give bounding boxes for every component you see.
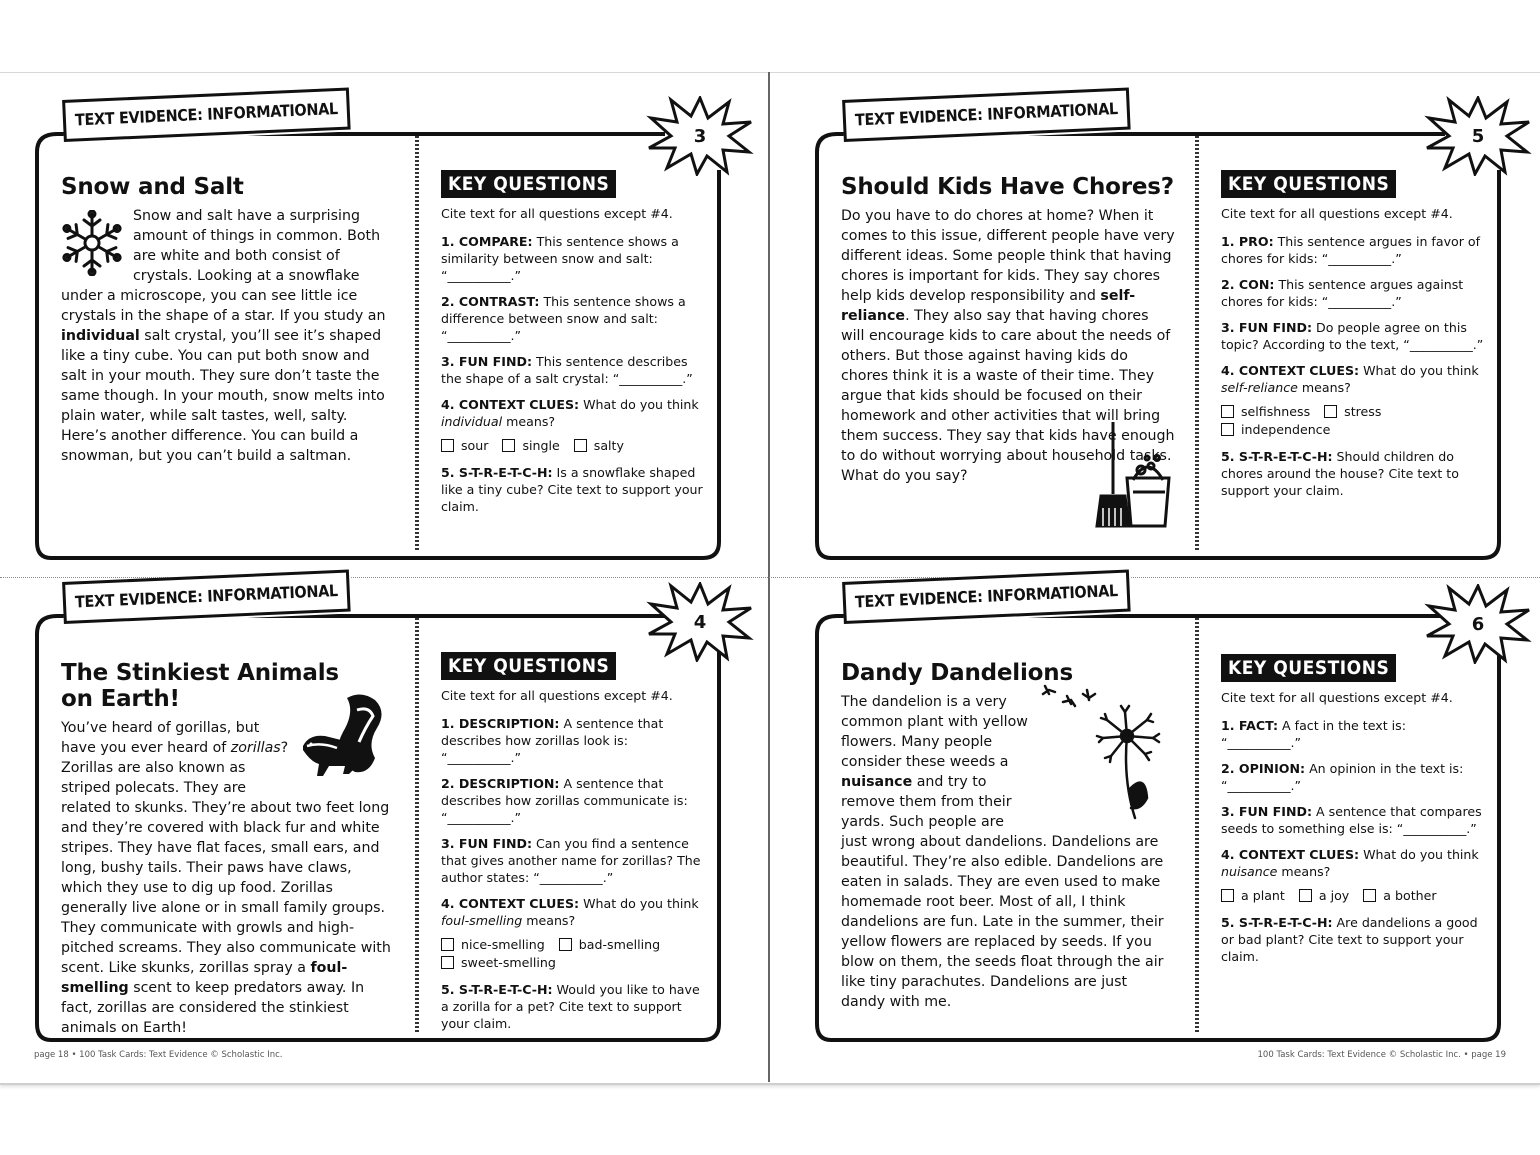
vocab-word: foul-smelling — [61, 960, 348, 996]
key-questions-column — [1221, 654, 1485, 974]
question-5: 5. S-T-R-E-T-C-H: Would you like to have a zorilla for a pet? Cite text to support your claim. — [441, 982, 700, 1031]
key-questions-heading: KEY QUESTIONS — [441, 170, 616, 198]
question-1: 1. COMPARE: This sentence shows a similarity between snow and salt: “__________.” — [441, 234, 679, 283]
column-divider — [415, 618, 419, 1032]
column-divider — [1195, 618, 1199, 1032]
task-card-3 — [35, 99, 725, 560]
card-number-burst — [1423, 584, 1533, 664]
cite-instruction: Cite text for all questions except #4. — [441, 206, 673, 221]
question-5: 5. S-T-R-E-T-C-H: Should children do chores around the house? Cite text to support your claim. — [1221, 449, 1459, 498]
key-questions-column — [1221, 170, 1485, 508]
vocab-word: individual — [61, 328, 140, 344]
checkbox[interactable] — [1363, 889, 1376, 902]
question-1: 1. FACT: A fact in the text is: “__________.” — [1221, 718, 1406, 750]
header-tag: TEXT EVIDENCE: INFORMATIONAL — [62, 569, 351, 623]
answer-options: sour single salty — [441, 437, 705, 455]
dandelion-icon — [1041, 680, 1171, 820]
question-5: 5. S-T-R-E-T-C-H: Are dandelions a good or bad plant? Cite text to support your claim. — [1221, 915, 1478, 964]
question-3: 3. FUN FIND: Can you find a sentence that gives another name for zorillas? The author states: “__________.” — [441, 836, 701, 885]
header-tag: TEXT EVIDENCE: INFORMATIONAL — [842, 569, 1131, 623]
key-questions-column — [441, 170, 705, 524]
checkbox[interactable] — [1221, 405, 1234, 418]
checkbox[interactable] — [574, 439, 587, 452]
story-text — [841, 692, 1175, 1012]
card-number: 6 — [1471, 613, 1485, 635]
answer-options: selfishness stress independence — [1221, 403, 1485, 439]
story-segment: Snow and salt have a surprising amount of things in common. Both are white and both consist of crystals. Looking at a snowflake under a microscope, you can see little ice crystals in the shape of a star. If you study an — [61, 208, 386, 324]
task-card-6 — [815, 581, 1505, 1042]
skunk-icon — [299, 688, 389, 780]
story-segment: The dandelion is a very common plant with yellow flowers. Many people consider these weeds a — [841, 694, 1028, 770]
question-1: 1. PRO: This sentence argues in favor of chores for kids: “__________.” — [1221, 234, 1481, 266]
card-number-burst — [645, 582, 755, 662]
cite-instruction: Cite text for all questions except #4. — [1221, 690, 1453, 705]
question-4: 4. CONTEXT CLUES: What do you think foul-smelling means? — [441, 896, 699, 928]
vocab-word: zorillas — [230, 740, 281, 756]
story-segment: You’ve heard of gorillas, but have you ever heard of — [61, 720, 260, 756]
story-column — [841, 660, 1175, 1012]
cite-instruction: Cite text for all questions except #4. — [1221, 206, 1453, 221]
vocab-word: nuisance — [841, 774, 913, 790]
story-title: Dandy Dandelions — [841, 660, 1073, 686]
question-1: 1. DESCRIPTION: A sentence that describes how zorillas look is: “__________.” — [441, 716, 664, 765]
checkbox[interactable] — [1299, 889, 1312, 902]
story-title: Should Kids Have Chores? — [841, 174, 1174, 200]
story-title: Snow and Salt — [61, 174, 244, 200]
story-segment: salt crystal, you’ll see it’s shaped like a tiny cube. You can put both snow and salt in your mouth. They sure don’t taste the same though. In your mouth, snow melts into plain water, while salt tastes, well, salty. Here’s another difference. You can build a snowman, but you can’t build a saltman. — [61, 328, 385, 464]
checkbox[interactable] — [559, 938, 572, 951]
story-text — [61, 206, 395, 466]
card-number: 3 — [693, 125, 707, 147]
story-title: The Stinkiest Animals on Earth! — [61, 660, 339, 712]
question-2: 2. OPINION: An opinion in the text is: “__________.” — [1221, 761, 1464, 793]
card-number: 4 — [693, 611, 707, 633]
card-number-burst — [645, 96, 755, 176]
question-4: 4. CONTEXT CLUES: What do you think self-reliance means? — [1221, 363, 1479, 395]
column-divider — [1195, 136, 1199, 550]
story-segment: . They also say that having chores will encourage kids to care about the needs of others. But those against having kids do chores think it is a waste of their time. They argue that kids should be focused on their homework and other activities that will bring them success. They say that kids have enough to do without worrying about household tasks. What do you say? — [841, 308, 1175, 484]
question-2: 2. CON: This sentence argues against chores for kids: “__________.” — [1221, 277, 1464, 309]
key-questions-column — [441, 652, 705, 1041]
key-questions-heading: KEY QUESTIONS — [1221, 170, 1396, 198]
snowflake-icon — [59, 210, 125, 276]
question-2: 2. DESCRIPTION: A sentence that describes how zorillas communicate is: “__________.” — [441, 776, 688, 825]
broom-bucket-icon — [1093, 418, 1173, 530]
story-text — [61, 718, 395, 1038]
checkbox[interactable] — [502, 439, 515, 452]
question-4: 4. CONTEXT CLUES: What do you think individual means? — [441, 397, 699, 429]
question-4: 4. CONTEXT CLUES: What do you think nuisance means? — [1221, 847, 1479, 879]
footer-left: page 18 • 100 Task Cards: Text Evidence © Scholastic Inc. — [34, 1050, 283, 1060]
header-tag: TEXT EVIDENCE: INFORMATIONAL — [62, 87, 351, 141]
answer-options: nice-smelling bad-smelling sweet-smelling — [441, 936, 705, 972]
cite-instruction: Cite text for all questions except #4. — [441, 688, 673, 703]
question-5: 5. S-T-R-E-T-C-H: Is a snowflake shaped like a tiny cube? Cite text to support your claim. — [441, 465, 703, 514]
story-segment: scent to keep predators away. In fact, zorillas are considered the stinkiest animals on Earth! — [61, 980, 365, 1036]
story-column — [61, 660, 395, 1038]
checkbox[interactable] — [441, 938, 454, 951]
answer-options: a plant a joy a bother — [1221, 887, 1485, 905]
task-card-5 — [815, 99, 1505, 560]
card-number-burst — [1423, 96, 1533, 176]
question-2: 2. CONTRAST: This sentence shows a difference between snow and salt: “__________.” — [441, 294, 686, 343]
story-segment: Do you have to do chores at home? When it comes to this issue, different people have very different ideas. Some people think that having chores is important for kids. They say chores help kids develop responsibility and — [841, 208, 1175, 304]
checkbox[interactable] — [1221, 423, 1234, 436]
key-questions-heading: KEY QUESTIONS — [441, 652, 616, 680]
question-3: 3. FUN FIND: This sentence describes the shape of a salt crystal: “__________.” — [441, 354, 693, 386]
checkbox[interactable] — [1221, 889, 1234, 902]
story-segment: and try to remove them from their yards. Such people are just wrong about dandelions. Dandelions are beautiful. They’re also edible. Dandelions are eaten in salads. They are even used to make homemade root beer. Most of all, I think dandelions are fun. Late in the summer, their yellow flowers are replaced by seeds. If you blow on them, the seeds float through the air like tiny parachutes. Dandelions are just dandy with me. — [841, 774, 1164, 1010]
vocab-word: self-reliance — [841, 288, 1136, 324]
column-divider — [415, 136, 419, 550]
question-3: 3. FUN FIND: A sentence that compares seeds to something else is: “__________.” — [1221, 804, 1482, 836]
story-column — [61, 174, 395, 466]
key-questions-heading: KEY QUESTIONS — [1221, 654, 1396, 682]
footer-right: 100 Task Cards: Text Evidence © Scholastic Inc. • page 19 — [1257, 1050, 1506, 1060]
checkbox[interactable] — [441, 439, 454, 452]
question-3: 3. FUN FIND: Do people agree on this topic? According to the text, “__________.” — [1221, 320, 1484, 352]
header-tag: TEXT EVIDENCE: INFORMATIONAL — [842, 87, 1131, 141]
checkbox[interactable] — [1324, 405, 1337, 418]
story-segment: ? Zorillas are also known as striped polecats. They are related to skunks. They’re about two feet long and they’re covered with black fur and white stripes. They have flat faces, small ears, and long, bushy tails. Their paws have claws, which they use to dig up food. Zorillas generally live alone or in small family groups. They communicate with growls and high-pitched screams. They also communicate with scent. Like skunks, zorillas spray a — [61, 740, 391, 976]
checkbox[interactable] — [441, 956, 454, 969]
card-number: 5 — [1471, 125, 1485, 147]
task-card-4 — [35, 581, 725, 1042]
